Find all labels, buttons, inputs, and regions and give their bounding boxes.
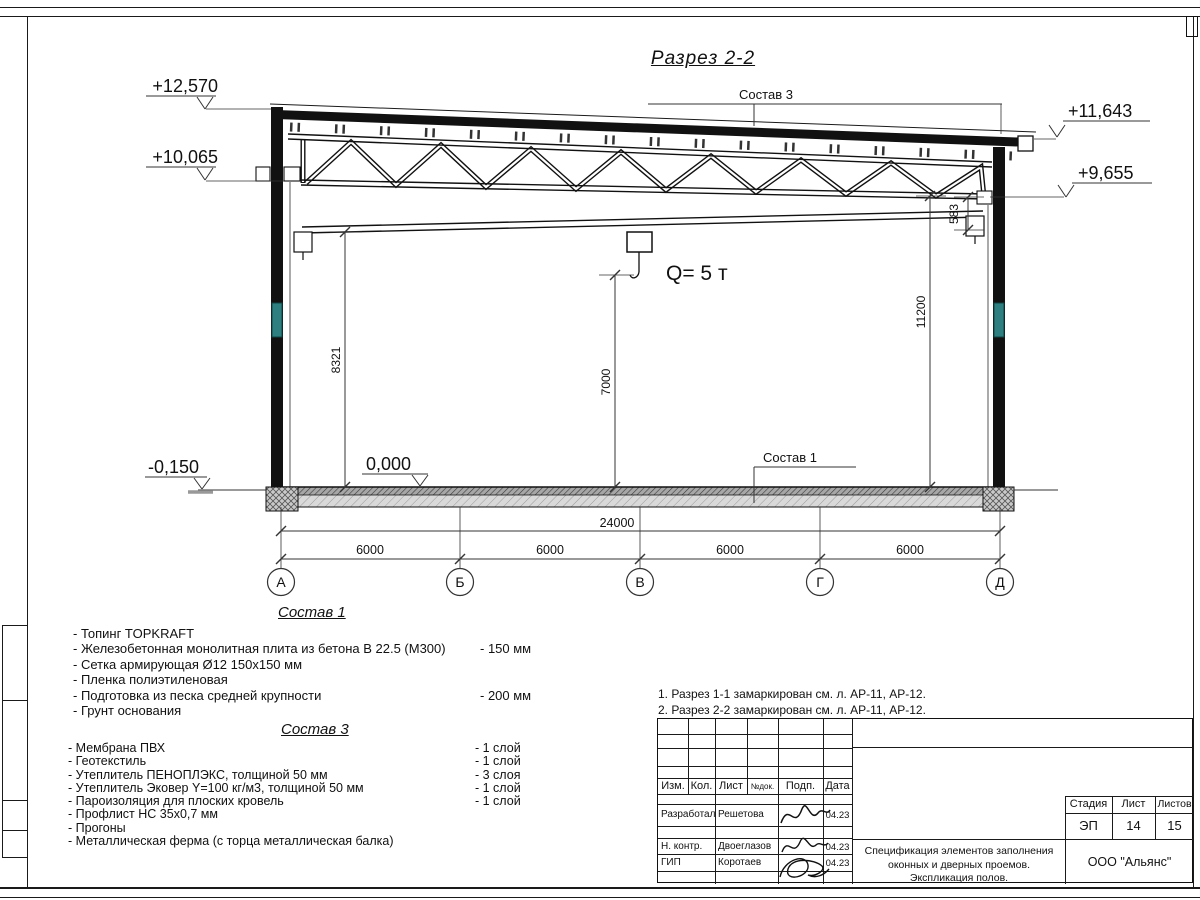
note-line: 2. Разрез 2-2 замаркирован см. л. АР-11, АР-12.: [658, 703, 926, 717]
tb-col-list: Лист: [719, 780, 743, 792]
crane-trolley: [627, 232, 652, 278]
svg-text:11200: 11200: [914, 295, 928, 329]
notes: [658, 686, 926, 718]
svg-text:7000: 7000: [599, 368, 613, 396]
tb-role-ncontrol: Н. контр.: [661, 841, 703, 852]
tb-company: ООО "Альянс": [1087, 855, 1172, 869]
dim-11200: [914, 191, 946, 492]
axis-label-g: Г: [816, 574, 824, 590]
glazing-mark-left: [272, 303, 282, 337]
elevation-mark-11643: [1034, 101, 1150, 139]
svg-text:0,000: 0,000: [366, 454, 412, 474]
svg-text:Состав 3: Состав 3: [739, 87, 793, 102]
dim-bottom: [276, 507, 1005, 568]
tb-col-izm: Изм.: [661, 780, 685, 792]
sheet-bottom-line2: [0, 897, 1200, 898]
tb-date-developer: 04.23: [825, 810, 850, 821]
svg-text:+10,065: +10,065: [152, 147, 218, 167]
tb-doc-title: Спецификация элементов заполнения оконных и дверных проемов. Экспликация полов.: [864, 845, 1054, 884]
sostav1-list: - Топинг TOPKRAFT - Железобетонная монолитная плита из бетона В 22.5 (М300) - 150 мм - Сетка армирующая Ø12 150х150 мм - Пленка полиэтиленовая - Подготовка из песка средней крупности - 200 мм - Грунт основания: [73, 626, 532, 719]
sostav3-heading: Состав 3: [281, 721, 349, 738]
elevation-mark-12570: [146, 76, 271, 109]
axis-label-d: Д: [995, 574, 1005, 590]
sheet-bottom-line1: [0, 887, 1200, 889]
column-right: [977, 147, 1005, 490]
dim-bay-2: 6000: [536, 543, 564, 557]
svg-text:Состав 1: Состав 1: [763, 450, 817, 465]
tb-sheet-label: Лист: [1121, 798, 1146, 810]
dim-bay-1: 6000: [356, 543, 384, 557]
tb-role-gip: ГИП: [661, 857, 681, 868]
elevation-mark-0000: [362, 454, 428, 486]
axis-label-v: В: [635, 574, 645, 590]
svg-text:8321: 8321: [329, 346, 343, 374]
tb-name-ncontrol: Двоеглазов: [718, 841, 772, 852]
axis-label-a: А: [276, 574, 286, 590]
tb-col-podp: Подп.: [785, 780, 816, 792]
crane-load-label: Q= 5 т: [666, 262, 728, 285]
dim-8321: [329, 227, 362, 492]
sostav1-heading: Состав 1: [278, 604, 346, 621]
column-left: [256, 107, 300, 490]
svg-text:583: 583: [947, 203, 961, 225]
title-block: [657, 718, 1193, 883]
tb-name-developer: Решетова: [718, 809, 764, 820]
svg-text:+9,655: +9,655: [1078, 163, 1134, 183]
dim-7000: [599, 270, 634, 492]
tb-role-developer: Разработал: [661, 809, 716, 820]
tb-name-gip: Коротаев: [718, 857, 762, 868]
tb-sheets-label: Листов: [1157, 798, 1192, 810]
tb-date-gip: 04.23: [825, 858, 850, 869]
svg-text:-0,150: -0,150: [148, 457, 200, 477]
svg-text:+12,570: +12,570: [152, 76, 218, 96]
glazing-mark-right: [994, 303, 1004, 337]
axis-bubbles: [268, 569, 1014, 596]
section-title: Разрез 2-2: [650, 48, 756, 69]
dim-bay-3: 6000: [716, 543, 744, 557]
tb-col-data: Дата: [825, 780, 850, 792]
sostav3-list: - Мембрана ПВХ - 1 слой - Геотекстиль - 1 слой - Утеплитель ПЕНОПЛЭКС, толщиной 50 мм - 3 слоя - Утеплитель Эковер Y=100 кг/м3, толщиной 50 мм - 1 слой - Пароизоляция для плоских кровель - 1 слой - Профлист НС 35х0,7 мм - Прогоны - Металлическая ферма (с торца металлическая балка): [68, 741, 521, 849]
svg-text:+11,643: +11,643: [1068, 101, 1133, 121]
floor-slab: [188, 487, 1058, 511]
tb-sheets-value: 15: [1167, 818, 1182, 833]
elevation-mark-minus0150: [145, 457, 210, 489]
tb-sheet-value: 14: [1126, 818, 1141, 833]
axis-label-b: Б: [455, 574, 465, 590]
dim-total: 24000: [599, 516, 635, 530]
tb-col-ndok: №док.: [750, 782, 775, 791]
tb-date-ncontrol: 04.23: [825, 842, 850, 853]
elevation-mark-9655: [990, 163, 1152, 197]
note-line: 1. Разрез 1-1 замаркирован см. л. АР-11, АР-12.: [658, 687, 926, 701]
tb-stage-value: ЭП: [1079, 818, 1098, 833]
tb-stage-label: Стадия: [1069, 798, 1108, 810]
tb-col-kol: Кол.: [690, 780, 713, 792]
roof-truss: [288, 134, 992, 199]
dim-bay-4: 6000: [896, 543, 924, 557]
